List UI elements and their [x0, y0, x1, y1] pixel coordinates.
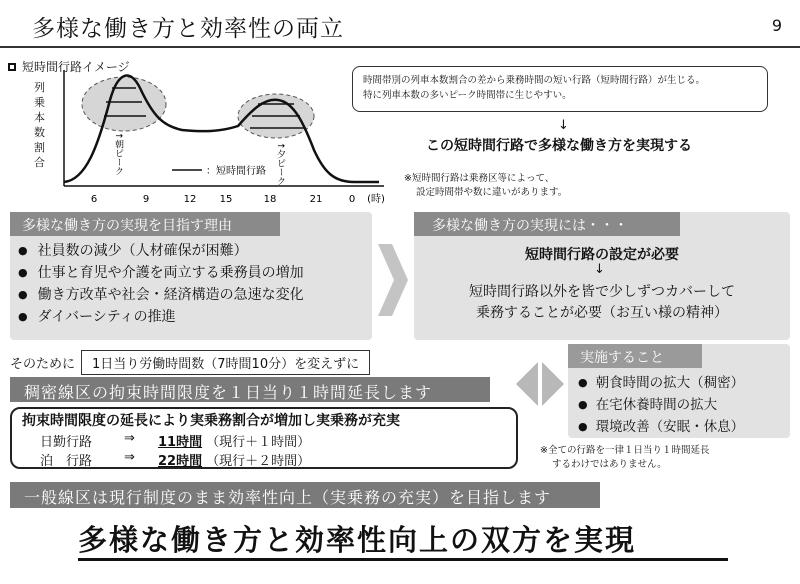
reason-item: ● 仕事と育児や介護を両立する乗務員の増加: [18, 262, 304, 284]
route-label: 日勤行路: [40, 435, 93, 450]
legend-label: ：短時間行路: [206, 166, 266, 177]
reasons-header: 多様な働き方の実現を目指す理由: [10, 212, 280, 236]
callout-line: 時間帯別の列車本数割合の差から乗務時間の短い行路（短時間行路）が生じる。: [363, 75, 706, 86]
callout-conclusion: この短時間行路で多様な働き方を実現する: [426, 138, 692, 154]
reason-item: ● ダイバーシティの推進: [18, 306, 304, 328]
x-tick-label: 6: [90, 194, 98, 205]
requirement-line: 短時間行路の設定が必要: [525, 247, 679, 263]
chart-heading-text: 短時間行路イメージ: [22, 60, 130, 74]
measures-list: [578, 372, 744, 438]
x-tick-label: 9: [142, 194, 150, 205]
right-arrow-icon: ⇒: [124, 431, 135, 446]
callout-box: [352, 66, 768, 112]
final-underline: [78, 558, 728, 561]
route-row: [40, 431, 310, 450]
short-route-chart: [54, 60, 390, 208]
requirement-line: 短時間行路以外を皆で少しずつカバーして: [469, 284, 735, 300]
dense-line-band: 稠密線区の拘束時間限度を１日当り１時間延長します: [10, 377, 490, 402]
square-bullet-icon: [8, 63, 16, 71]
right-arrow-icon: ⇒: [124, 450, 135, 465]
morning-peak-label: ↑朝ピーク: [113, 132, 123, 176]
route-note: （現行＋１時間）: [206, 435, 311, 450]
working-hours-box: 1日当り労働時間数（7時間10分）を変えずに: [81, 350, 370, 375]
down-arrow-icon: ↓: [558, 118, 569, 133]
morning-peak-ellipse: [82, 77, 166, 131]
requirement-line: 乗務することが必要（お互い様の精神）: [476, 305, 728, 321]
route-note: （現行＋２時間）: [206, 454, 311, 469]
measure-item: ● 在宅休養時間の拡大: [578, 394, 744, 416]
footnote-line: ※全ての行路を一律１日当り１時間延長: [540, 445, 710, 456]
general-line-band: 一般線区は現行制度のまま効率性向上（実乗務の充実）を目指します: [10, 482, 600, 508]
footnote-line: するわけではありません。: [552, 459, 667, 470]
x-tick-label: 15: [219, 194, 233, 205]
note-line: 設定時間帯や数に違いがあります。: [416, 187, 568, 198]
route-hours: 22時間: [158, 454, 203, 469]
measures-footnote: [540, 444, 780, 472]
final-statement: 多様な働き方と効率性向上の双方を実現: [78, 523, 637, 557]
x-tick-label: 0: [348, 194, 356, 205]
x-tick-label: 12: [183, 194, 197, 205]
chart-y-axis-label: 列乗本数割合: [34, 81, 45, 169]
route-row: [40, 450, 310, 469]
evening-peak-label: ↑夕ピーク: [275, 142, 285, 186]
x-tick-label: (時): [367, 194, 385, 205]
page-number: 9: [771, 16, 782, 35]
note-line: ※短時間行路は乗務区等によって、: [404, 173, 555, 184]
title-divider: [0, 46, 800, 48]
route-label: 泊 行路: [40, 454, 93, 469]
requirement-detail: [414, 282, 790, 324]
chevron-right-icon: [374, 244, 410, 316]
reason-item: ● 社員数の減少（人材確保が困難）: [18, 240, 304, 262]
reason-item: ● 働き方改革や社会・経済構造の急速な変化: [18, 284, 304, 306]
route-hours: 11時間: [158, 435, 203, 450]
bidirectional-arrow-icon: [514, 358, 566, 410]
x-tick-label: 21: [309, 194, 323, 205]
therefore-text: そのために: [10, 357, 76, 372]
page-title: 多様な働き方と効率性の両立: [32, 16, 344, 42]
extension-title: 拘束時間限度の延長により実乗務割合が増加し実乗務が充実: [22, 413, 400, 429]
x-tick-label: 18: [263, 194, 277, 205]
chart-note: [404, 172, 764, 200]
therefore-line: [10, 350, 370, 375]
measure-item: ● 環境改善（安眠・休息）: [578, 416, 744, 438]
measures-header: 実施すること: [568, 344, 702, 368]
measure-item: ● 朝食時間の拡大（稠密）: [578, 372, 744, 394]
reasons-list: [18, 240, 304, 328]
callout-line: 特に列車本数の多いピーク時間帯に生じやすい。: [363, 90, 572, 101]
down-arrow-icon: ↓: [594, 262, 605, 277]
requirement-header: 多様な働き方の実現には・・・: [414, 212, 680, 236]
